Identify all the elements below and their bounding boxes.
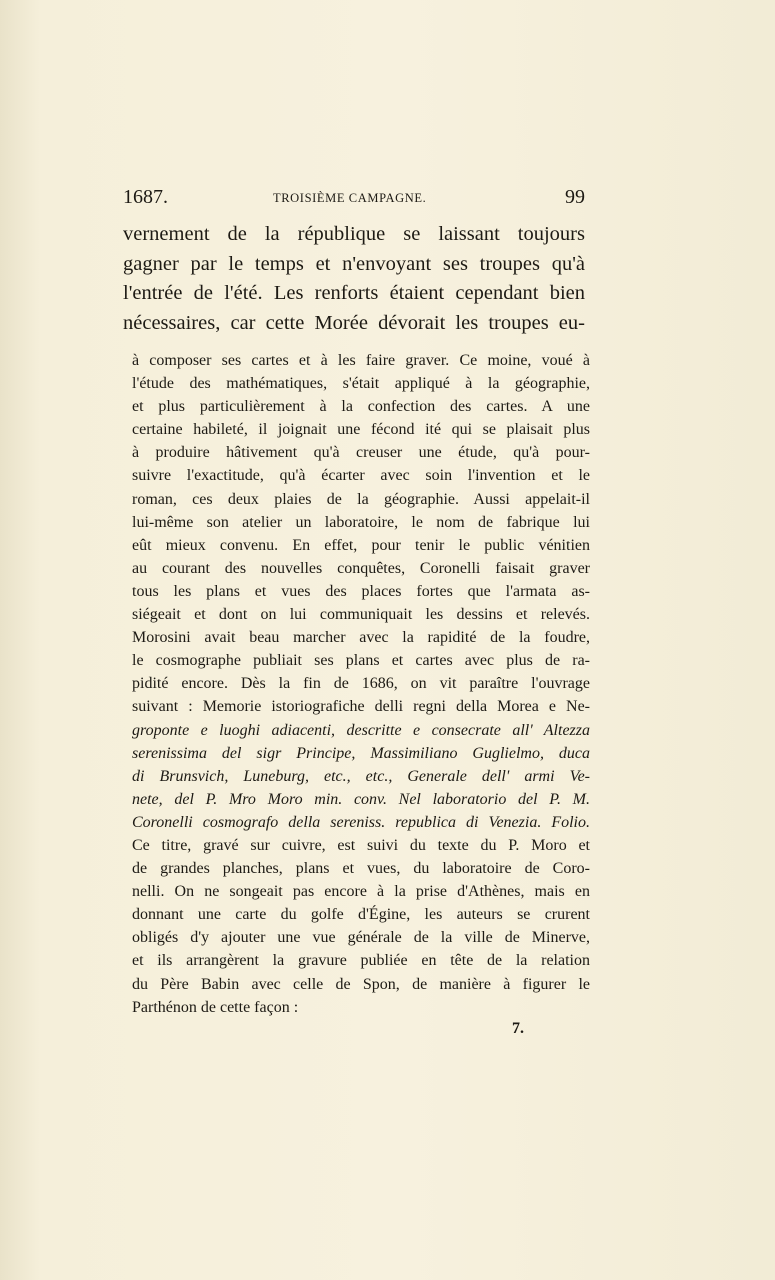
footnote-line: à composer ses cartes et à les faire graver. Ce moine, voué à	[132, 352, 590, 369]
main-line: vernement de la république se laissant toujours	[123, 223, 585, 245]
footnote-line: eût mieux convenu. En effet, pour tenir le public vénitien	[132, 536, 590, 554]
footnote-line-italic: serenissima del sigr Principe, Massimiliano Guglielmo, duca	[132, 744, 590, 762]
footnote-line: le cosmographe publiait ses plans et cartes avec plus de ra-	[132, 652, 590, 670]
main-line: nécessaires, car cette Morée dévorait les troupes eu-	[123, 311, 585, 334]
footnote-line-italic: Coronelli cosmografo della sereniss. republica di Venezia. Folio.	[132, 813, 590, 831]
footnote-line: au courant des nouvelles conquêtes, Coronelli faisait graver	[132, 559, 590, 577]
running-title: TROISIÈME CAMPAGNE.	[273, 191, 427, 205]
footnote-line: et ils arrangèrent la gravure publiée en tête de la relation	[132, 952, 590, 970]
footnote	[132, 349, 590, 1019]
footnote-line: pidité encore. Dès la fin de 1686, on vit paraître l'ouvrage	[132, 675, 590, 693]
footnote-line: suivant : Memorie istoriografiche delli regni della Morea e Ne-	[132, 698, 590, 716]
footnote-line: obligés d'y ajouter une vue générale de la ville de Minerve,	[132, 929, 590, 947]
main-text	[123, 220, 585, 338]
running-header	[123, 186, 585, 214]
footnote-line: siégeait et dont on lui communiquait les dessins et relevés.	[132, 606, 590, 624]
signature-mark: 7.	[512, 1020, 524, 1037]
footnote-line: l'étude des mathématiques, s'était appliqué à la géographie,	[132, 375, 590, 393]
footnote-line: donnant une carte du golfe d'Égine, les auteurs se crurent	[132, 906, 590, 924]
footnote-line: et plus particulièrement à la confection des cartes. A une	[132, 398, 590, 416]
footnote-line: nelli. On ne songeait pas encore à la prise d'Athènes, mais en	[132, 883, 590, 901]
footnote-line: lui-même son atelier un laboratoire, le nom de fabrique lui	[132, 513, 590, 531]
footnote-line: du Père Babin avec celle de Spon, de manière à figurer le	[132, 975, 590, 993]
footnote-line: certaine habileté, il joignait une fécond ité qui se plaisait plus	[132, 421, 590, 439]
page-number: 99	[565, 186, 585, 208]
footnote-line: roman, ces deux plaies de la géographie. Aussi appelait-il	[132, 490, 590, 508]
footnote-line: tous les plans et vues des places fortes que l'armata as-	[132, 582, 590, 600]
footnote-line: suivre l'exactitude, qu'à écarter avec soin l'invention et le	[132, 467, 590, 485]
main-line: gagner par le temps et n'envoyant ses troupes qu'à	[123, 252, 585, 275]
footnote-line-italic: di Brunsvich, Luneburg, etc., etc., Generale dell' armi Ve-	[132, 767, 590, 785]
footnote-line: Parthénon de cette façon :	[132, 998, 299, 1016]
footnote-line-italic: nete, del P. Mro Moro min. conv. Nel laboratorio del P. M.	[132, 790, 590, 808]
header-year: 1687.	[123, 186, 168, 208]
footnote-line: de grandes planches, plans et vues, du laboratoire de Coro-	[132, 860, 590, 878]
footnote-line: Ce titre, gravé sur cuivre, est suivi du texte du P. Moro et	[132, 836, 590, 854]
footnote-line-italic: groponte e luoghi adiacenti, descritte e consecrate all' Altezza	[132, 721, 590, 739]
footnote-line: à produire hâtivement qu'à creuser une étude, qu'à pour-	[132, 444, 590, 462]
footnote-line: Morosini avait beau marcher avec la rapidité de la foudre,	[132, 629, 590, 647]
main-line: l'entrée de l'été. Les renforts étaient cependant bien	[123, 282, 585, 304]
